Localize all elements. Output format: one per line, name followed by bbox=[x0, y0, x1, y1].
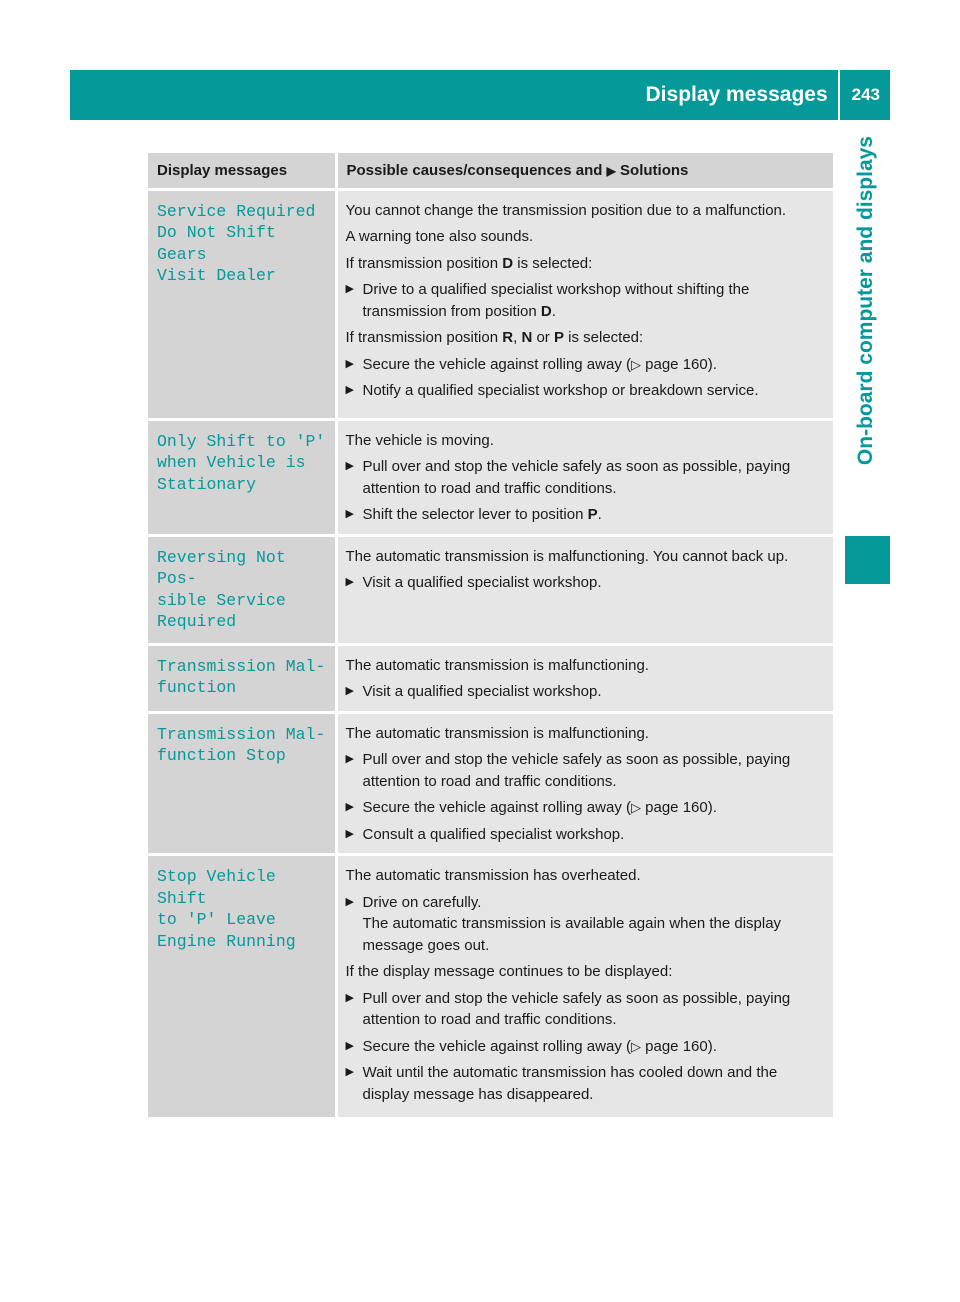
condition-text: If transmission position R, N or P is selected: bbox=[345, 329, 644, 346]
page-reference-icon: ▷ bbox=[630, 1038, 641, 1054]
solution-step: ▶ Visit a qualified specialist workshop. bbox=[346, 681, 828, 703]
solution-cell bbox=[336, 712, 833, 855]
page-reference-icon: ▷ bbox=[630, 356, 641, 372]
solution-step: ▶ Drive to a qualified specialist workshop without shifting the transmission from position D. bbox=[346, 279, 828, 322]
solution-step: ▶ Drive on carefully. The automatic transmission is available again when the display message goes out. bbox=[346, 892, 828, 957]
page-header-bar bbox=[70, 70, 890, 120]
solution-step: ▶ Wait until the automatic transmission has cooled down and the display message has disappeared. bbox=[346, 1062, 828, 1105]
solution-cell bbox=[336, 189, 833, 419]
cause-text: The automatic transmission is malfunctioning. You cannot back up. bbox=[345, 547, 789, 565]
chapter-label-text: On-board computer and displays bbox=[854, 136, 877, 466]
page-number: 243 bbox=[851, 85, 880, 104]
arrow-icon: ▶ bbox=[345, 991, 354, 1004]
column-header-solutions-label: Possible causes/consequences and bbox=[346, 161, 603, 179]
solution-step: ▶ Pull over and stop the vehicle safely as soon as possible, paying attention to road and traffic conditions. bbox=[346, 988, 828, 1031]
arrow-icon: ▶ bbox=[345, 801, 354, 813]
condition-text: If transmission position D is selected: bbox=[345, 254, 593, 272]
table-row bbox=[148, 535, 833, 644]
table-header-row bbox=[148, 153, 833, 189]
arrow-icon: ▶ bbox=[345, 576, 354, 588]
solution-step: ▶ Consult a qualified specialist workshop. bbox=[346, 824, 828, 846]
solution-step: ▶ Secure the vehicle against rolling away (▷ page 160). bbox=[346, 797, 828, 819]
table-row bbox=[148, 712, 833, 855]
solution-cell bbox=[336, 419, 833, 535]
arrow-icon: ▶ bbox=[345, 895, 354, 908]
arrow-icon: ▶ bbox=[345, 384, 354, 396]
arrow-icon: ▶ bbox=[606, 163, 616, 178]
display-message: Reversing Not Pos‐ sible Service Required bbox=[148, 535, 336, 644]
arrow-icon: ▶ bbox=[345, 460, 354, 472]
solution-cell bbox=[336, 644, 833, 712]
cause-text: The automatic transmission is malfunctioning. bbox=[345, 656, 649, 674]
cause-text: A warning tone also sounds. bbox=[345, 228, 534, 245]
page-reference-link[interactable]: page 160). bbox=[645, 355, 717, 373]
arrow-icon: ▶ bbox=[345, 753, 354, 765]
solution-step: ▶ Pull over and stop the vehicle safely as soon as possible, paying attention to road and traffic conditions. bbox=[346, 456, 828, 499]
cause-text: The automatic transmission is malfunctioning. bbox=[345, 724, 649, 742]
solution-cell bbox=[336, 855, 833, 1117]
table-row bbox=[148, 419, 833, 535]
solution-step: ▶ Visit a qualified specialist workshop. bbox=[346, 572, 828, 594]
arrow-icon: ▶ bbox=[345, 357, 354, 370]
table-row bbox=[148, 189, 833, 419]
chapter-side-label bbox=[841, 136, 891, 536]
page-reference-link[interactable]: page 160). bbox=[645, 799, 717, 816]
section-title: Display messages bbox=[645, 83, 828, 106]
cause-text: You cannot change the transmission position due to a malfunction. bbox=[345, 201, 787, 219]
solution-step: ▶ Shift the selector lever to position P. bbox=[346, 504, 828, 526]
display-message: Stop Vehicle Shift to 'P' Leave Engine Running bbox=[148, 855, 336, 1117]
page-reference-link[interactable]: page 160). bbox=[645, 1037, 717, 1055]
display-message: Only Shift to 'P' when Vehicle is Stationary bbox=[148, 419, 336, 535]
arrow-icon: ▶ bbox=[345, 508, 354, 520]
arrow-icon: ▶ bbox=[345, 827, 354, 840]
arrow-icon: ▶ bbox=[345, 1066, 354, 1078]
solution-step: ▶ Secure the vehicle against rolling away (▷ page 160). bbox=[346, 1036, 828, 1058]
cause-text: The vehicle is moving. bbox=[345, 431, 494, 449]
solution-step: ▶ Secure the vehicle against rolling away (▷ page 160). bbox=[346, 354, 828, 376]
page-reference-icon: ▷ bbox=[630, 800, 641, 815]
solution-step: ▶ Notify a qualified specialist workshop or breakdown service. bbox=[346, 380, 828, 402]
column-header-messages: Display messages bbox=[148, 153, 336, 189]
table-row bbox=[148, 855, 833, 1117]
table-row bbox=[148, 644, 833, 712]
solution-cell bbox=[336, 535, 833, 644]
column-header-solutions bbox=[336, 153, 833, 189]
chapter-tab-marker bbox=[845, 536, 890, 584]
solution-step: ▶ Pull over and stop the vehicle safely as soon as possible, paying attention to road and traffic conditions. bbox=[346, 749, 828, 792]
display-message: Transmission Mal‐ function bbox=[148, 644, 336, 712]
condition-text: If the display message continues to be displayed: bbox=[345, 963, 673, 980]
display-messages-table bbox=[148, 153, 833, 1117]
arrow-icon: ▶ bbox=[345, 1039, 354, 1052]
display-message: Service Required Do Not Shift Gears Visit Dealer bbox=[148, 189, 336, 419]
arrow-icon: ▶ bbox=[345, 283, 354, 295]
column-header-solutions-suffix: Solutions bbox=[620, 161, 689, 179]
arrow-icon: ▶ bbox=[345, 685, 354, 697]
cause-text: The automatic transmission has overheated. bbox=[345, 867, 641, 884]
display-message: Transmission Mal‐ function Stop bbox=[148, 712, 336, 855]
